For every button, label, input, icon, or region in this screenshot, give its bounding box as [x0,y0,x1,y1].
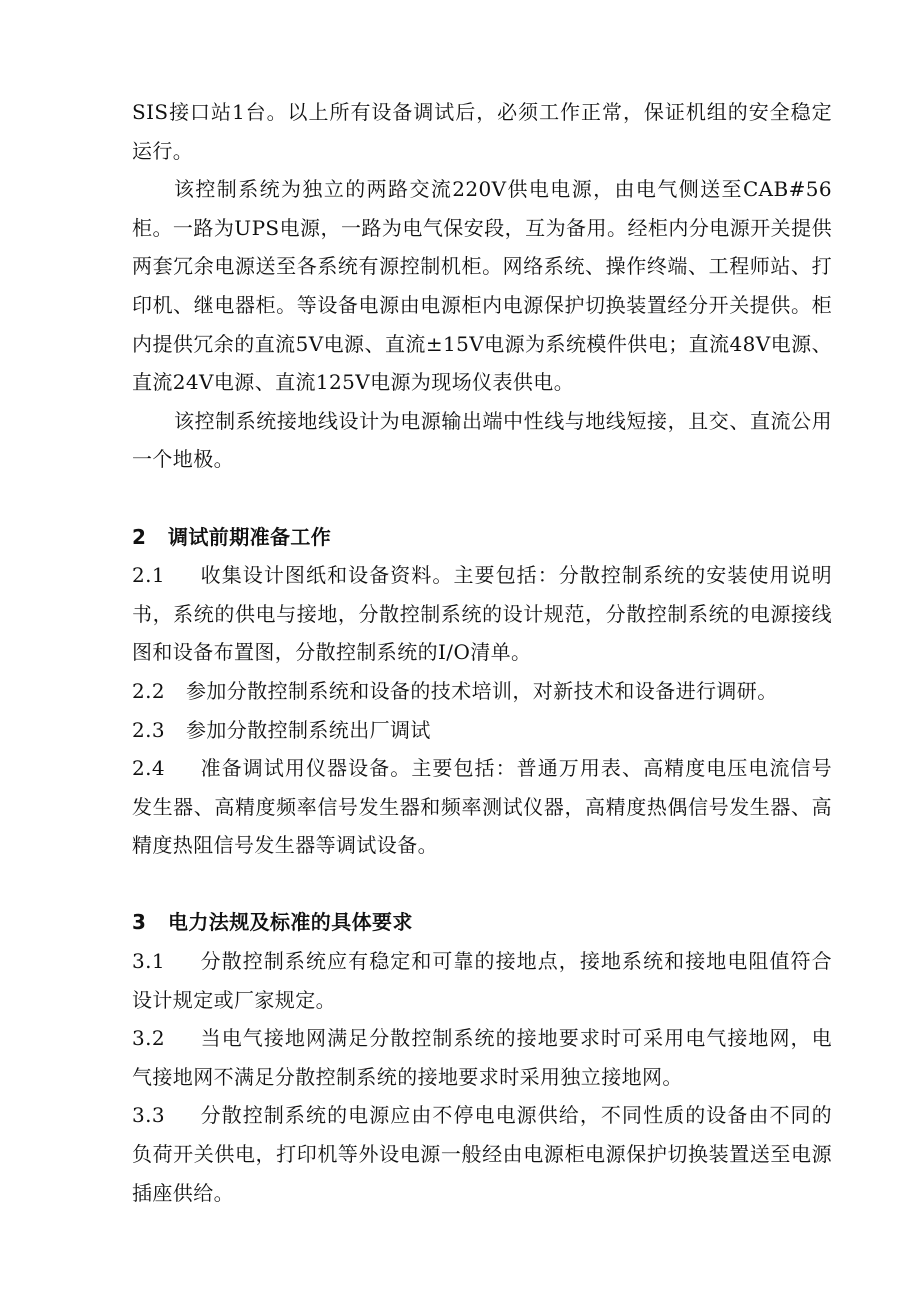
section-2-number: 2 [132,524,147,549]
item-text: 准备调试用仪器设备。主要包括：普通万用表、高精度电压电流信号发生器、高精度频率信号发生器和频率测试仪器，高精度热偶信号发生器、高精度热阻信号发生器等调试设备。 [132,756,832,858]
section-3-title: 电力法规及标准的具体要求 [168,910,413,935]
section-3-item-2 [132,1019,832,1096]
intro-paragraph-1: SIS接口站1台。以上所有设备调试后，必须工作正常，保证机组的安全稳定运行。 [132,100,832,163]
section-2-item-3 [132,711,832,750]
section-2-item-2 [132,672,832,711]
item-number: 2.4 [132,756,166,781]
item-number: 2.1 [132,563,166,588]
item-number: 3.3 [132,1103,166,1128]
item-text: 当电气接地网满足分散控制系统的接地要求时可采用电气接地网，电气接地网不满足分散控制系统的接地要求时采用独立接地网。 [132,1026,832,1089]
section-2-item-4 [132,749,832,865]
section-3-number: 3 [132,910,147,935]
section-2-title: 调试前期准备工作 [168,524,332,549]
section-3-item-1 [132,942,832,1019]
spacer [132,865,832,904]
item-text: 分散控制系统应有稳定和可靠的接地点，接地系统和接地电阻值符合设计规定或厂家规定。 [132,949,832,1012]
item-number: 2.2 [132,678,166,703]
section-2-item-1 [132,556,832,672]
section-3-item-3 [132,1096,832,1212]
spacer [132,479,832,518]
item-text: 参加分散控制系统出厂调试 [186,717,431,742]
section-2-heading [132,518,832,557]
item-text: 收集设计图纸和设备资料。主要包括：分散控制系统的安装使用说明书，系统的供电与接地，分散控制系统的设计规范，分散控制系统的电源接线图和设备布置图，分散控制系统的I/O清单。 [132,563,832,665]
item-text: 参加分散控制系统和设备的技术培训，对新技术和设备进行调研。 [186,678,778,703]
intro-paragraph-2: 该控制系统为独立的两路交流220V供电电源，由电气侧送至CAB#56柜。一路为UPS电源，一路为电气保安段，互为备用。经柜内分电源开关提供两套冗余电源送至各系统有源控制机柜。网络系统、操作终端、工程师站、打印机、继电器柜。等设备电源由电源柜内电源保护切换装置经分开关提供。柜内提供冗余的直流5V电源、直流±15V电源为系统模件供电；直流48V电源、直流24V电源、直流125V电源为现场仪表供电。 [132,177,832,395]
document-body [132,93,832,1212]
item-number: 3.1 [132,949,166,974]
intro-paragraph-3: 该控制系统接地线设计为电源输出端中性线与地线短接，且交、直流公用一个地极。 [132,408,832,472]
section-3-heading [132,903,832,942]
item-number: 2.3 [132,717,166,742]
item-number: 3.2 [132,1026,166,1051]
item-text: 分散控制系统的电源应由不停电电源供给，不同性质的设备由不同的负荷开关供电，打印机等外设电源一般经由电源柜电源保护切换装置送至电源插座供给。 [132,1103,832,1205]
